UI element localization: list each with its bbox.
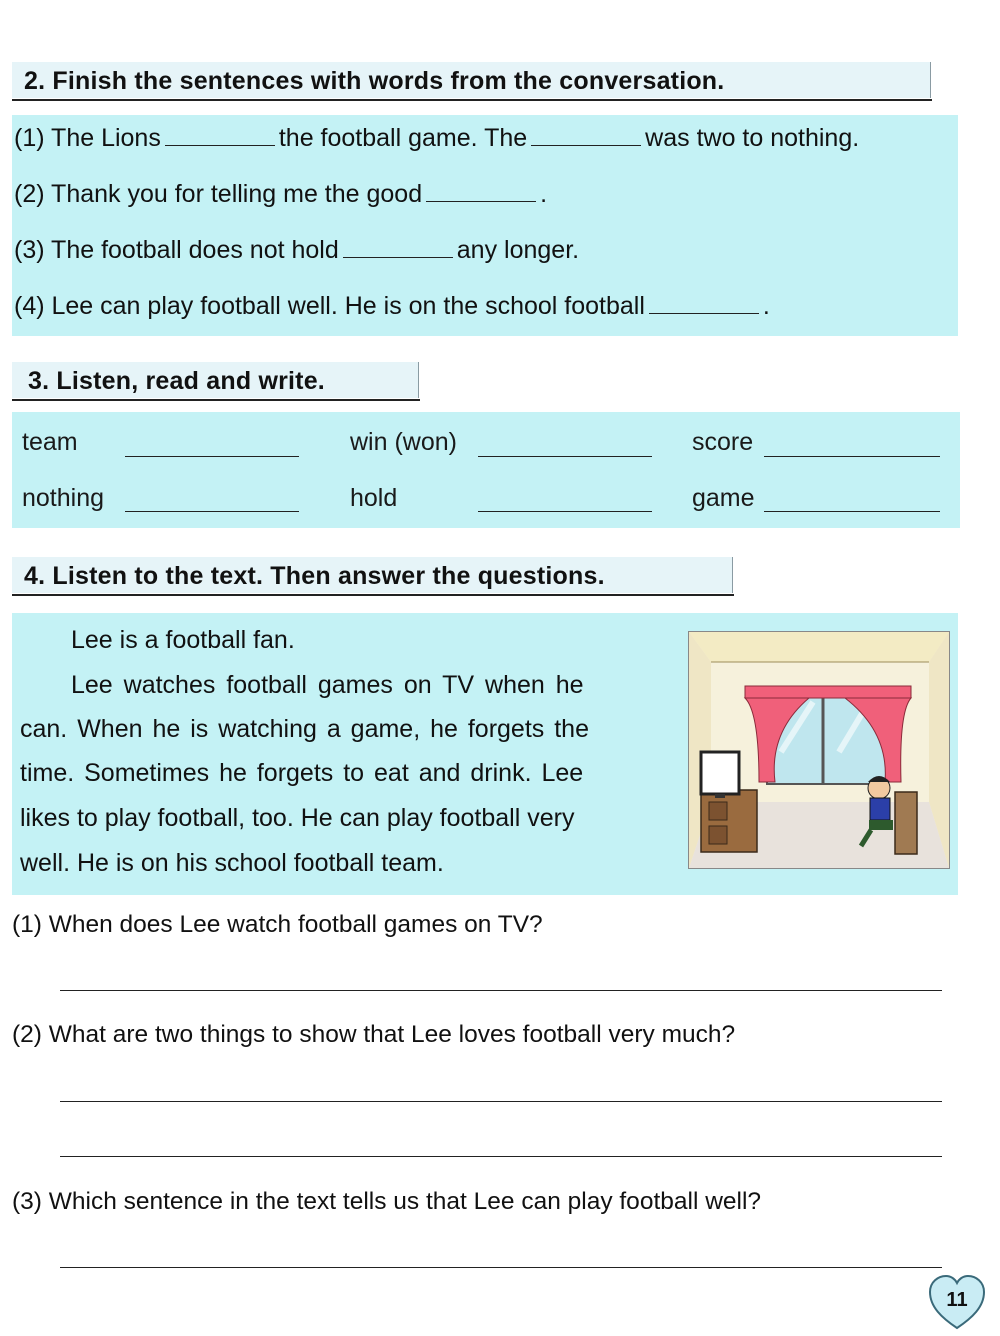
sentence-4 <box>14 292 770 321</box>
blank[interactable] <box>165 127 275 146</box>
answer-line-1[interactable] <box>60 990 942 991</box>
sentence-4-start: (4) Lee can play football well. He is on the school football <box>14 292 645 320</box>
blank[interactable] <box>426 183 536 202</box>
blank[interactable] <box>531 127 641 146</box>
sentence-1-middle: the football game. The <box>278 124 528 152</box>
sentence-1-end: was two to nothing. <box>645 124 860 152</box>
answer-line-3[interactable] <box>60 1267 942 1268</box>
answer-line-2b[interactable] <box>60 1156 942 1157</box>
answer-line-2a[interactable] <box>60 1101 942 1102</box>
sentence-2 <box>14 180 547 209</box>
sentence-1 <box>14 124 859 153</box>
blank[interactable] <box>343 239 453 258</box>
question-1: (1) When does Lee watch football games on TV? <box>12 911 543 938</box>
word-hold-line[interactable] <box>478 511 652 512</box>
word-score: score <box>692 428 754 456</box>
passage-line-5: likes to play football, too. He can play football very <box>20 804 575 832</box>
word-team-line[interactable] <box>125 456 299 457</box>
word-team: team <box>22 428 78 456</box>
sentence-3-end: any longer. <box>456 236 580 264</box>
page-number: 11 <box>946 1289 968 1311</box>
sentence-2-start: (2) Thank you for telling me the good <box>14 180 423 208</box>
living-room-illustration <box>688 631 950 869</box>
section-3-header <box>12 362 420 398</box>
header-rule <box>12 399 420 401</box>
passage-line-6: well. He is on his school football team. <box>20 849 444 877</box>
section-4-header <box>12 557 734 593</box>
section-4-title: 4. Listen to the text. Then answer the questions. <box>24 562 605 590</box>
section-2-title: 2. Finish the sentences with words from the conversation. <box>24 67 725 95</box>
word-win: win (won) <box>350 428 457 456</box>
word-win-line[interactable] <box>478 456 652 457</box>
passage-line-1: Lee is a football fan. <box>71 626 295 654</box>
passage-line-3: can. When he is watching a game, he forgets the <box>20 715 589 743</box>
section-2-header <box>12 62 932 98</box>
sentence-4-end: . <box>762 292 770 320</box>
word-nothing: nothing <box>22 484 105 512</box>
section-3-title: 3. Listen, read and write. <box>28 367 325 395</box>
question-3: (3) Which sentence in the text tells us that Lee can play football well? <box>12 1188 762 1215</box>
word-nothing-line[interactable] <box>125 511 299 512</box>
sentence-2-end: . <box>540 180 548 208</box>
sentence-3-start: (3) The football does not hold <box>14 236 339 264</box>
sentence-3 <box>14 236 579 265</box>
word-hold: hold <box>350 484 398 512</box>
page-number-heart <box>928 1274 986 1330</box>
header-rule <box>12 99 932 101</box>
question-2: (2) What are two things to show that Lee loves football very much? <box>12 1021 736 1048</box>
word-game-line[interactable] <box>764 511 940 512</box>
passage-line-2: Lee watches football games on TV when he <box>71 671 584 699</box>
word-score-line[interactable] <box>764 456 940 457</box>
passage-line-4: time. Sometimes he forgets to eat and drink. Lee <box>20 759 584 787</box>
blank[interactable] <box>649 295 759 314</box>
header-rule <box>12 594 734 596</box>
sentence-1-start: (1) The Lions <box>14 124 161 152</box>
word-game: game <box>692 484 755 512</box>
